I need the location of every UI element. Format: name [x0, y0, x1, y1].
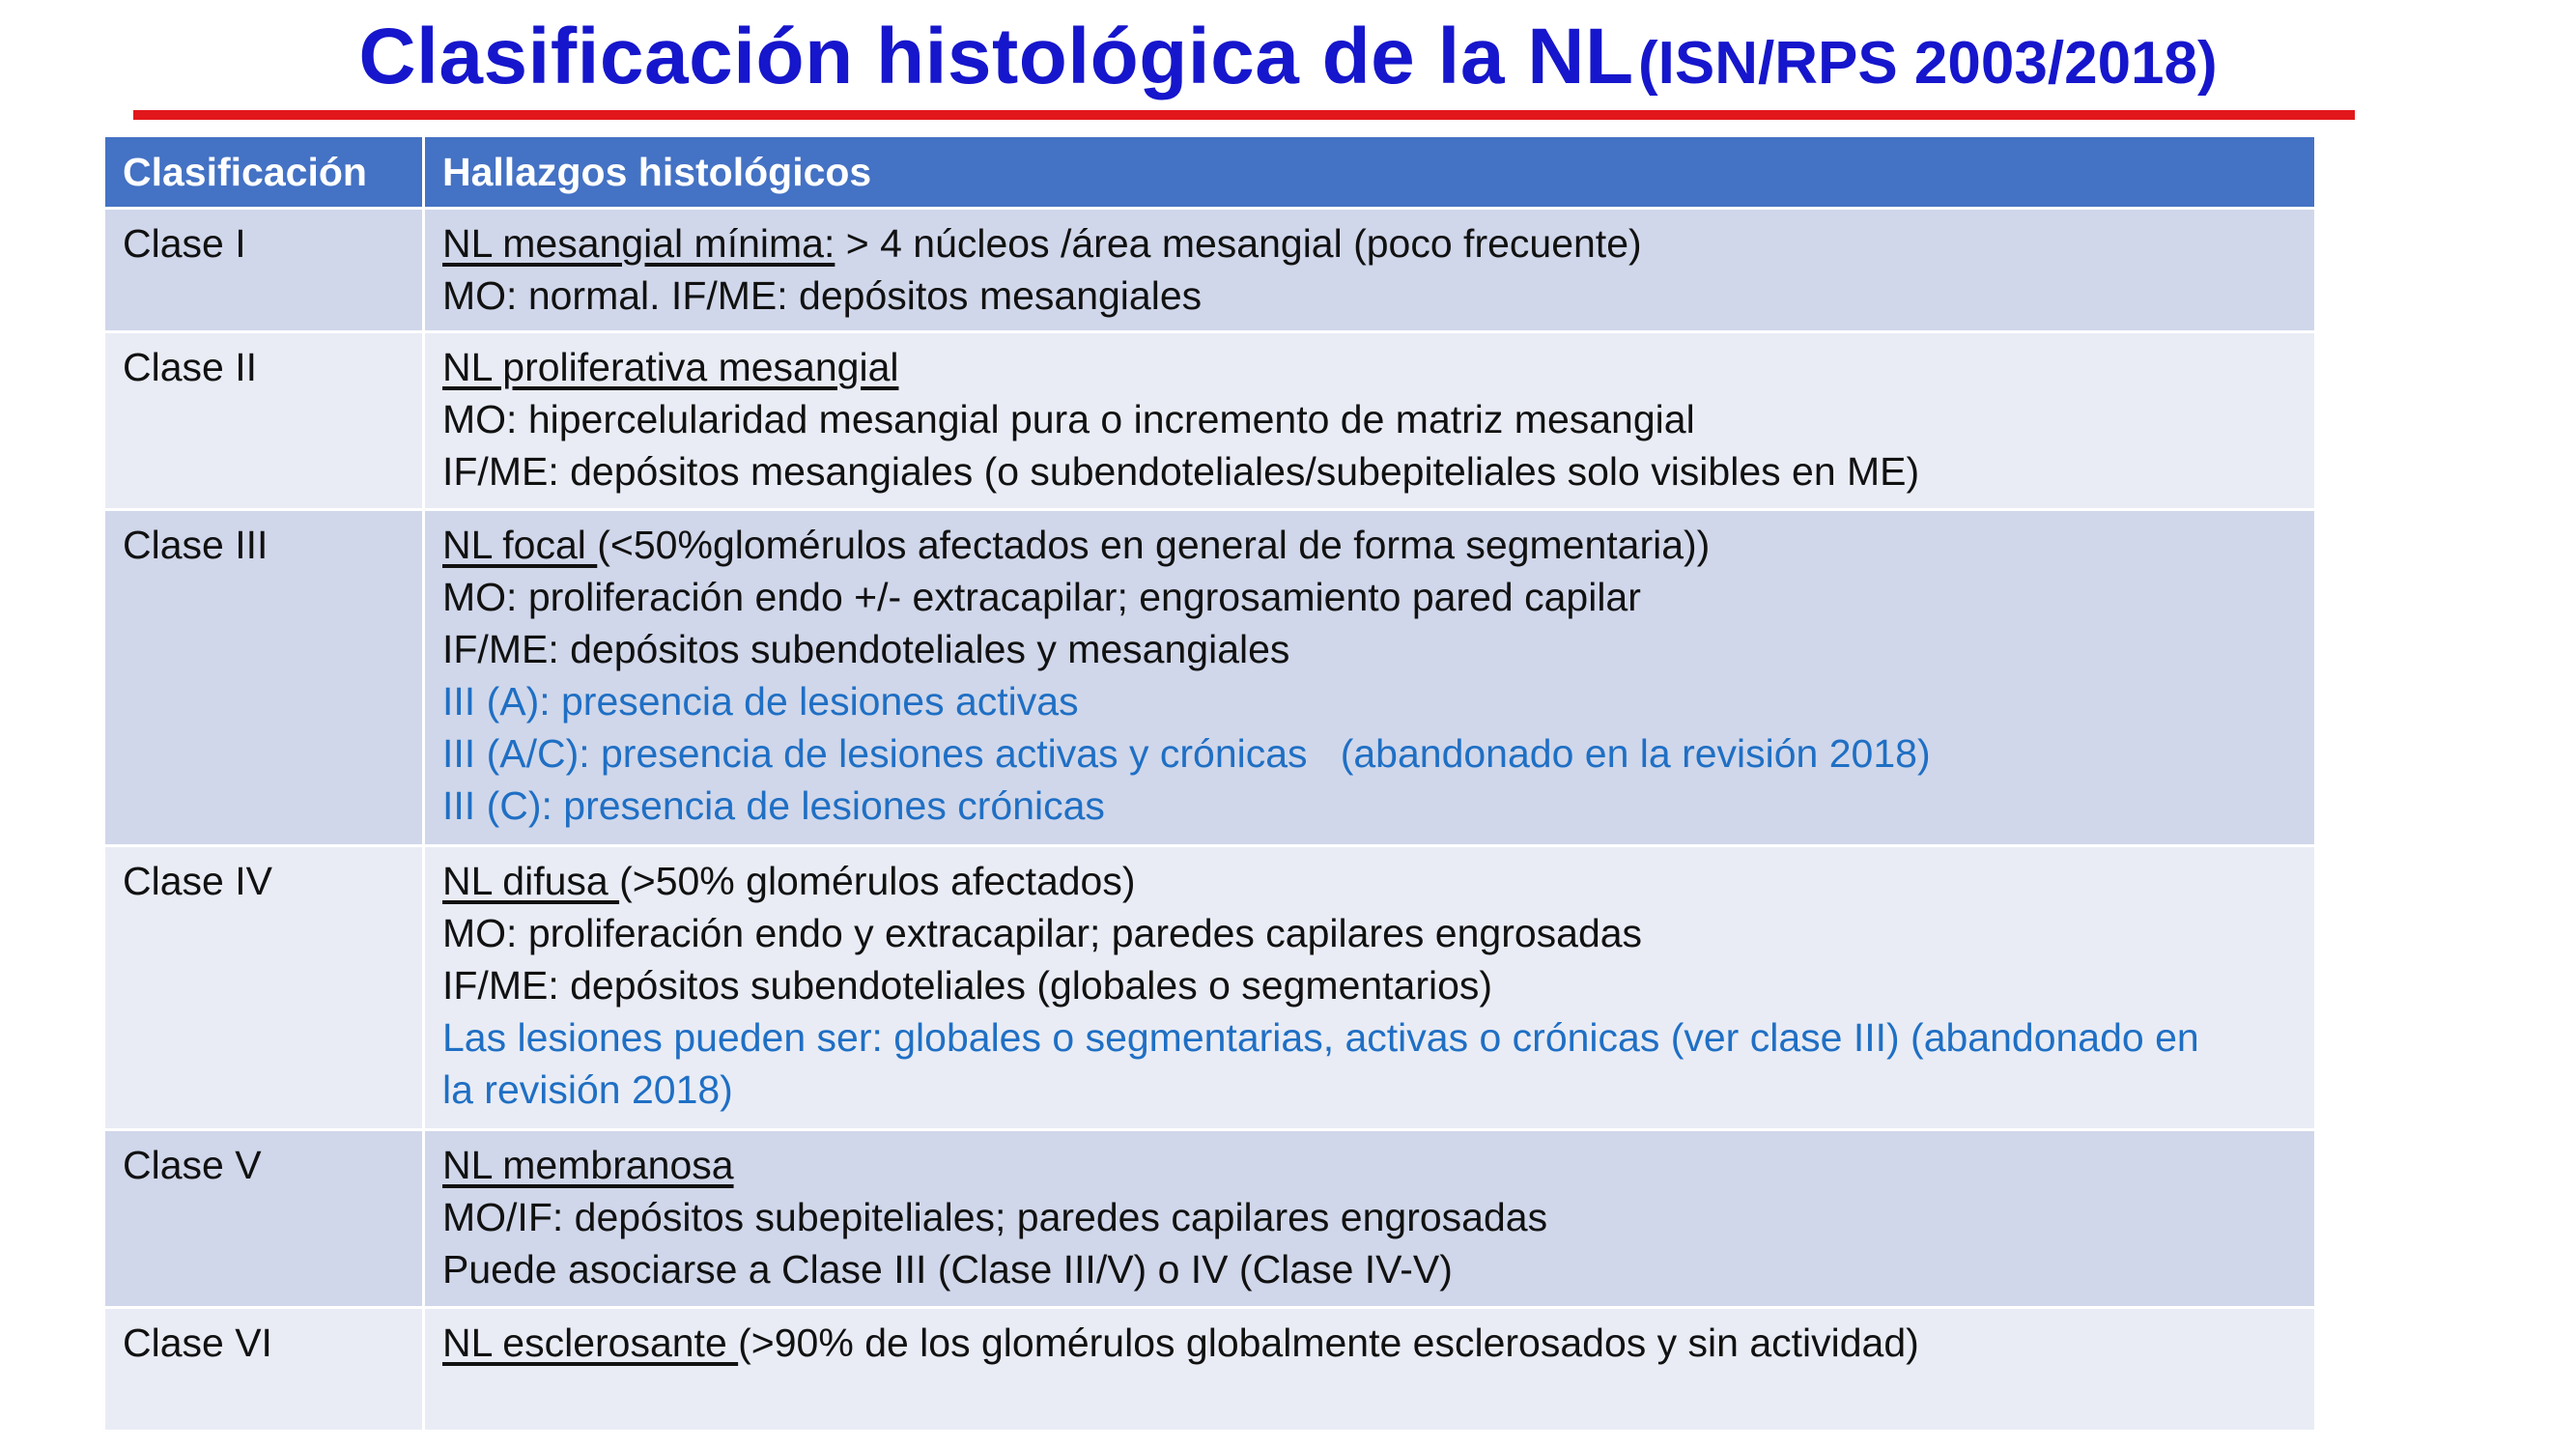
finding-line: IF/ME: depósitos mesangiales (o subendoteliales/subepiteliales solo visibles en ME): [442, 449, 1920, 494]
findings-cell: [424, 1130, 2316, 1308]
header-hallazgos: Hallazgos histológicos: [424, 136, 2316, 209]
title-underline: [133, 110, 2355, 120]
class-cell: Clase V: [104, 1130, 424, 1308]
page-title: [0, 0, 2576, 114]
table-row: [104, 209, 2316, 332]
finding-line: IF/ME: depósitos subendoteliales y mesangiales: [442, 627, 1290, 671]
finding-line: MO: proliferación endo y extracapilar; paredes capilares engrosadas: [442, 911, 1643, 955]
finding-title-line: [442, 217, 2297, 270]
table-row: [104, 1130, 2316, 1308]
finding-subclass-line: III (A): presencia de lesiones activas: [442, 679, 1079, 724]
finding-name: NL esclerosante: [442, 1321, 739, 1365]
finding-line: MO/IF: depósitos subepiteliales; paredes capilares engrosadas: [442, 1195, 1548, 1239]
finding-title-line: [442, 1139, 2297, 1191]
findings-cell: [424, 510, 2316, 846]
table-row: [104, 510, 2316, 846]
finding-title-line: [442, 1317, 2297, 1369]
finding-line: Puede asociarse a Clase III (Clase III/V) o IV (Clase IV-V): [442, 1247, 1453, 1292]
finding-line: IF/ME: depósitos subendoteliales (globales o segmentarios): [442, 963, 1493, 1008]
finding-name: NL difusa: [442, 859, 620, 903]
table-row: [104, 1308, 2316, 1432]
class-cell: Clase III: [104, 510, 424, 846]
findings-cell: [424, 332, 2316, 510]
finding-name-detail: > 4 núcleos /área mesangial (poco frecuente): [835, 221, 1642, 266]
finding-name: NL focal: [442, 523, 598, 567]
findings-cell: [424, 846, 2316, 1130]
finding-name-detail: (>50% glomérulos afectados): [619, 859, 1136, 903]
findings-cell: [424, 1308, 2316, 1432]
finding-note: Las lesiones pueden ser: globales o segmentarias, activas o crónicas (ver clase III) (abandonado en la revisión 2018): [442, 1015, 2199, 1112]
finding-subclass-line: III (C): presencia de lesiones crónicas: [442, 783, 1105, 828]
finding-name: NL membranosa: [442, 1143, 734, 1187]
finding-name-detail: (<50%glomérulos afectados en general de forma segmentaria)): [597, 523, 1711, 567]
finding-name-detail: (>90% de los glomérulos globalmente esclerosados y sin actividad): [738, 1321, 1919, 1365]
class-cell: Clase II: [104, 332, 424, 510]
finding-title-line: [442, 519, 2297, 571]
finding-title-line: [442, 855, 2297, 907]
title-main: Clasificación histológica de la NL: [358, 13, 1634, 100]
findings-cell: [424, 209, 2316, 332]
finding-line: MO: normal. IF/ME: depósitos mesangiales: [442, 273, 1203, 318]
class-cell: Clase VI: [104, 1308, 424, 1432]
title-subtitle: (ISN/RPS 2003/2018): [1638, 30, 2218, 97]
table-header-row: [104, 136, 2316, 209]
class-cell: Clase IV: [104, 846, 424, 1130]
header-clasificacion: Clasificación: [104, 136, 424, 209]
finding-title-line: [442, 341, 2297, 393]
finding-line: MO: proliferación endo +/- extracapilar; engrosamiento pared capilar: [442, 575, 1641, 619]
table-row: [104, 846, 2316, 1130]
classification-table: [102, 134, 2317, 1433]
finding-subclass-line: III (A/C): presencia de lesiones activas y crónicas (abandonado en la revisión 2018): [442, 731, 1931, 776]
finding-line: MO: hipercelularidad mesangial pura o incremento de matriz mesangial: [442, 397, 1695, 441]
finding-name: NL proliferativa mesangial: [442, 345, 899, 389]
finding-name: NL mesangial mínima:: [442, 221, 835, 266]
class-cell: Clase I: [104, 209, 424, 332]
table-row: [104, 332, 2316, 510]
